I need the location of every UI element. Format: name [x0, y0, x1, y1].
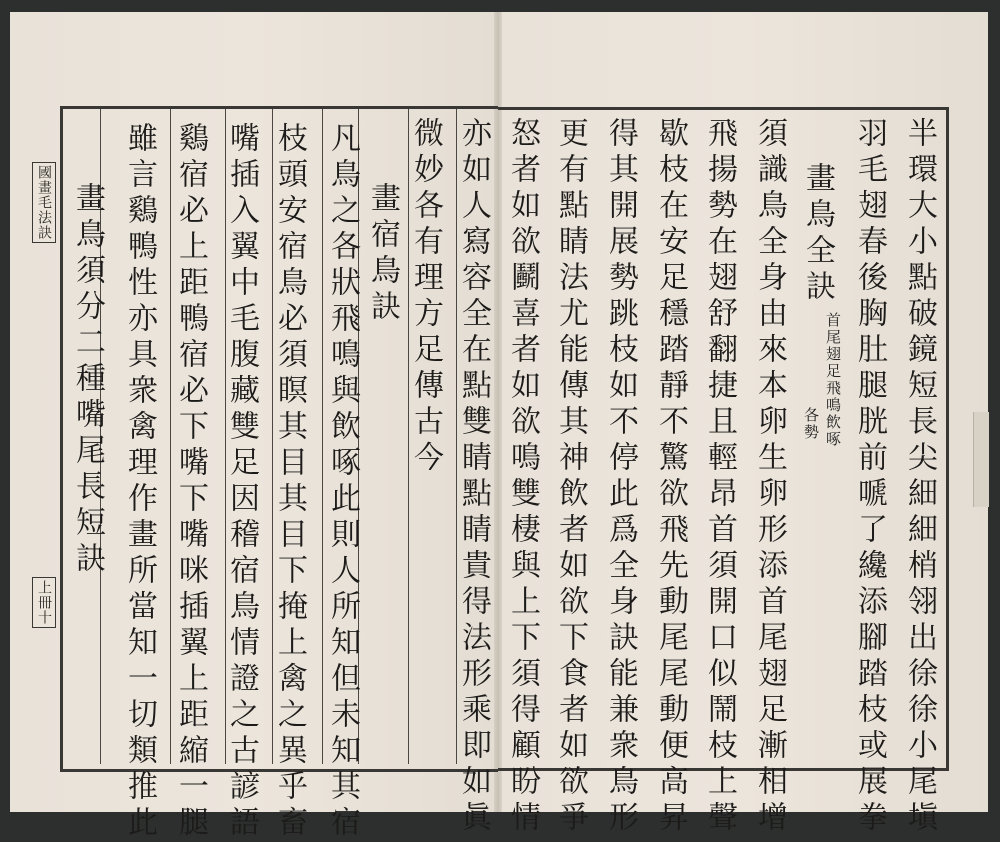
- text-column: 歇枝在安足穩踏靜不驚欲飛先動尾尾動便高昇: [653, 117, 688, 837]
- page-tab: [973, 412, 989, 507]
- open-book: [10, 12, 988, 842]
- text-column: 飛揚勢在翅舒翻捷且輕昂首須開口似鬧枝上聲: [702, 117, 737, 837]
- annotation: 首尾翅足飛鳴飲啄: [824, 312, 842, 448]
- text-column: 雖言鷄鴨性亦具衆禽理作畫所當知一切類推此: [122, 122, 157, 842]
- column-rule: [322, 109, 323, 764]
- text-column: 更有點睛法尤能傳其神飲者如欲下食者如欲爭: [553, 117, 588, 837]
- text-column: 嘴插入翼中毛腹藏雙足因稽宿鳥情證之古諺語: [224, 122, 259, 842]
- text-column: 凡鳥之各狀飛鳴與飲啄此則人所知但未知其宿: [325, 122, 360, 842]
- margin-title: 國畫毛法訣: [32, 162, 56, 243]
- text-column: 畫鳥須分二種嘴尾長短訣: [70, 182, 105, 578]
- text-column: 羽毛翅春後胸肚腿胱前嗁了纔添腳踏枝或展拳: [852, 117, 887, 837]
- section-heading: 畫鳥全訣: [800, 162, 835, 306]
- text-column: 枝頭安宿鳥必須瞑其目其目下掩上禽之異乎畜: [272, 122, 307, 842]
- annotation: 各勢: [802, 407, 820, 441]
- text-column: 須識鳥全身由來本卵生卵形添首尾翅足漸相增: [752, 117, 787, 837]
- text-column: 得其開展勢跳枝如不停此爲全身訣能兼衆鳥形: [603, 117, 638, 837]
- margin-folio: 上冊十: [32, 577, 56, 628]
- text-column: 怒者如欲鬬喜者如欲鳴雙棲與上下須得顧盼情: [505, 117, 540, 837]
- text-column: 亦如人寫容全在點雙睛點睛貴得法形乘即如眞: [456, 117, 491, 837]
- section-heading: 畫宿鳥訣: [365, 182, 400, 326]
- text-column: 微妙各有理方足傳古今: [408, 117, 443, 477]
- text-column: 鷄宿必上距鴨宿必下嘴下嘴咪插翼上距縮一腿: [173, 122, 208, 842]
- text-column: 半環大小點破鏡短長尖細細梢翎出徐徐小尾塡: [902, 117, 937, 837]
- column-rule: [170, 109, 171, 764]
